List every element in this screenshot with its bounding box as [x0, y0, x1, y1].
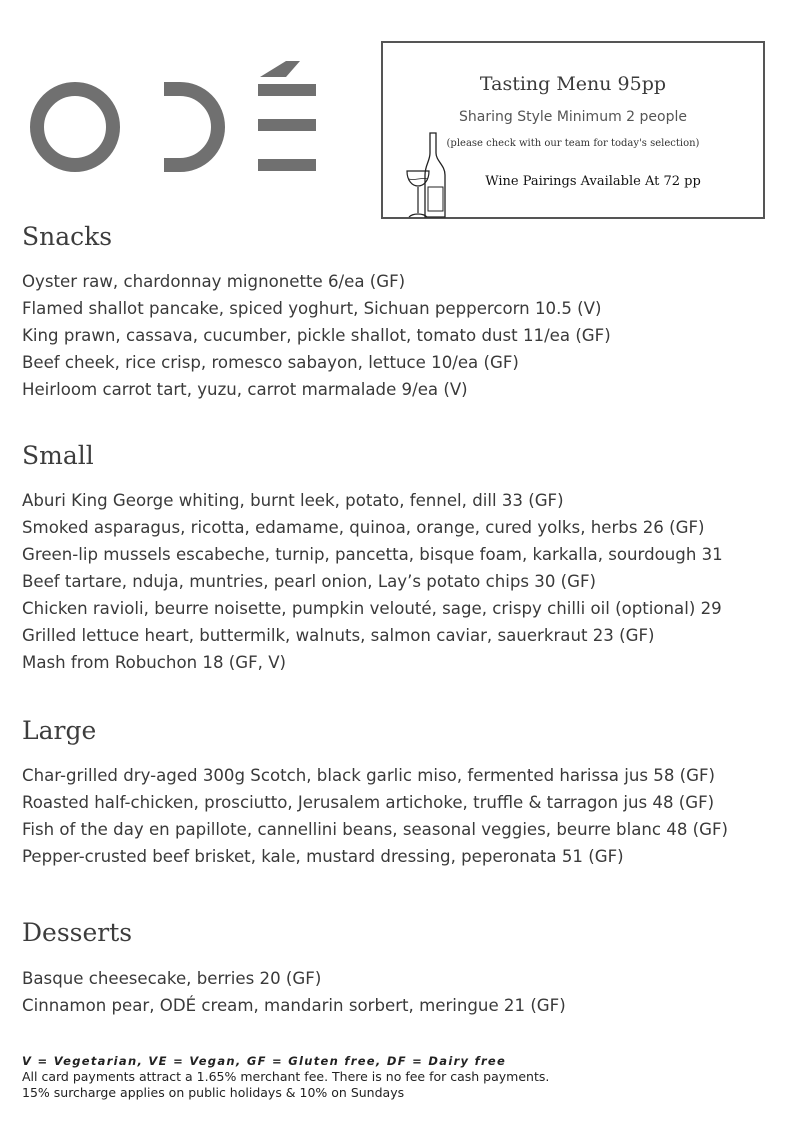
menu-item: Chicken ravioli, beurre noisette, pumpkin velouté, sage, crispy chilli oil (optional) 29: [22, 599, 722, 618]
menu-item: King prawn, cassava, cucumber, pickle shallot, tomato dust 11/ea (GF): [22, 326, 611, 345]
menu-item: Grilled lettuce heart, buttermilk, walnuts, salmon caviar, sauerkraut 23 (GF): [22, 626, 655, 645]
dietary-legend: V = Vegetarian, VE = Vegan, GF = Gluten free, DF = Dairy free: [22, 1054, 507, 1068]
wine-bottle-and-glass-icon: [403, 131, 453, 221]
menu-item: Flamed shallot pancake, spiced yoghurt, Sichuan peppercorn 10.5 (V): [22, 299, 602, 318]
large-list: [22, 762, 728, 870]
ode-logo-mark: [24, 55, 324, 180]
menu-item: Oyster raw, chardonnay mignonette 6/ea (GF): [22, 272, 406, 291]
menu-item: Aburi King George whiting, burnt leek, potato, fennel, dill 33 (GF): [22, 491, 564, 510]
desserts-list: [22, 965, 566, 1019]
menu-item: Mash from Robuchon 18 (GF, V): [22, 653, 287, 672]
wine-pairing-text: Wine Pairings Available At 72 pp: [485, 174, 701, 189]
tasting-menu-title: Tasting Menu 95pp: [479, 73, 667, 95]
menu-item: Fish of the day en papillote, cannellini beans, seasonal veggies, beurre blanc 48 (GF): [22, 820, 729, 839]
menu-item: Beef tartare, nduja, muntries, pearl onion, Lay’s potato chips 30 (GF): [22, 572, 597, 591]
menu-item: Heirloom carrot tart, yuzu, carrot marmalade 9/ea (V): [22, 380, 468, 399]
menu-item: Pepper-crusted beef brisket, kale, mustard dressing, peperonata 51 (GF): [22, 847, 624, 866]
section-title-snacks: Snacks: [22, 222, 113, 251]
menu-item: Green-lip mussels escabeche, turnip, pancetta, bisque foam, karkalla, sourdough 31: [22, 545, 723, 564]
tasting-menu-box: [381, 41, 765, 219]
small-list: [22, 487, 723, 676]
menu-item: Roasted half-chicken, prosciutto, Jerusalem artichoke, truffle & tarragon jus 48 (GF): [22, 793, 715, 812]
tasting-menu-style: Sharing Style Minimum 2 people: [459, 109, 687, 125]
section-title-small: Small: [22, 441, 94, 470]
section-title-desserts: Desserts: [22, 918, 133, 947]
ode-logo: [24, 55, 324, 180]
footer-notes: [22, 1053, 549, 1101]
menu-item: Basque cheesecake, berries 20 (GF): [22, 969, 322, 988]
menu-item: Char-grilled dry-aged 300g Scotch, black garlic miso, fermented harissa jus 58 (GF): [22, 766, 716, 785]
snacks-list: [22, 268, 611, 403]
card-fee-note: All card payments attract a 1.65% merchant fee. There is no fee for cash payments.: [22, 1069, 550, 1084]
menu-item: Cinnamon pear, ODÉ cream, mandarin sorbert, meringue 21 (GF): [22, 996, 566, 1015]
menu-item: Beef cheek, rice crisp, romesco sabayon, lettuce 10/ea (GF): [22, 353, 519, 372]
tasting-menu-note: (please check with our team for today's selection): [446, 138, 700, 149]
menu-item: Smoked asparagus, ricotta, edamame, quinoa, orange, cured yolks, herbs 26 (GF): [22, 518, 705, 537]
surcharge-note: 15% surcharge applies on public holidays & 10% on Sundays: [22, 1085, 405, 1100]
section-title-large: Large: [22, 716, 97, 745]
